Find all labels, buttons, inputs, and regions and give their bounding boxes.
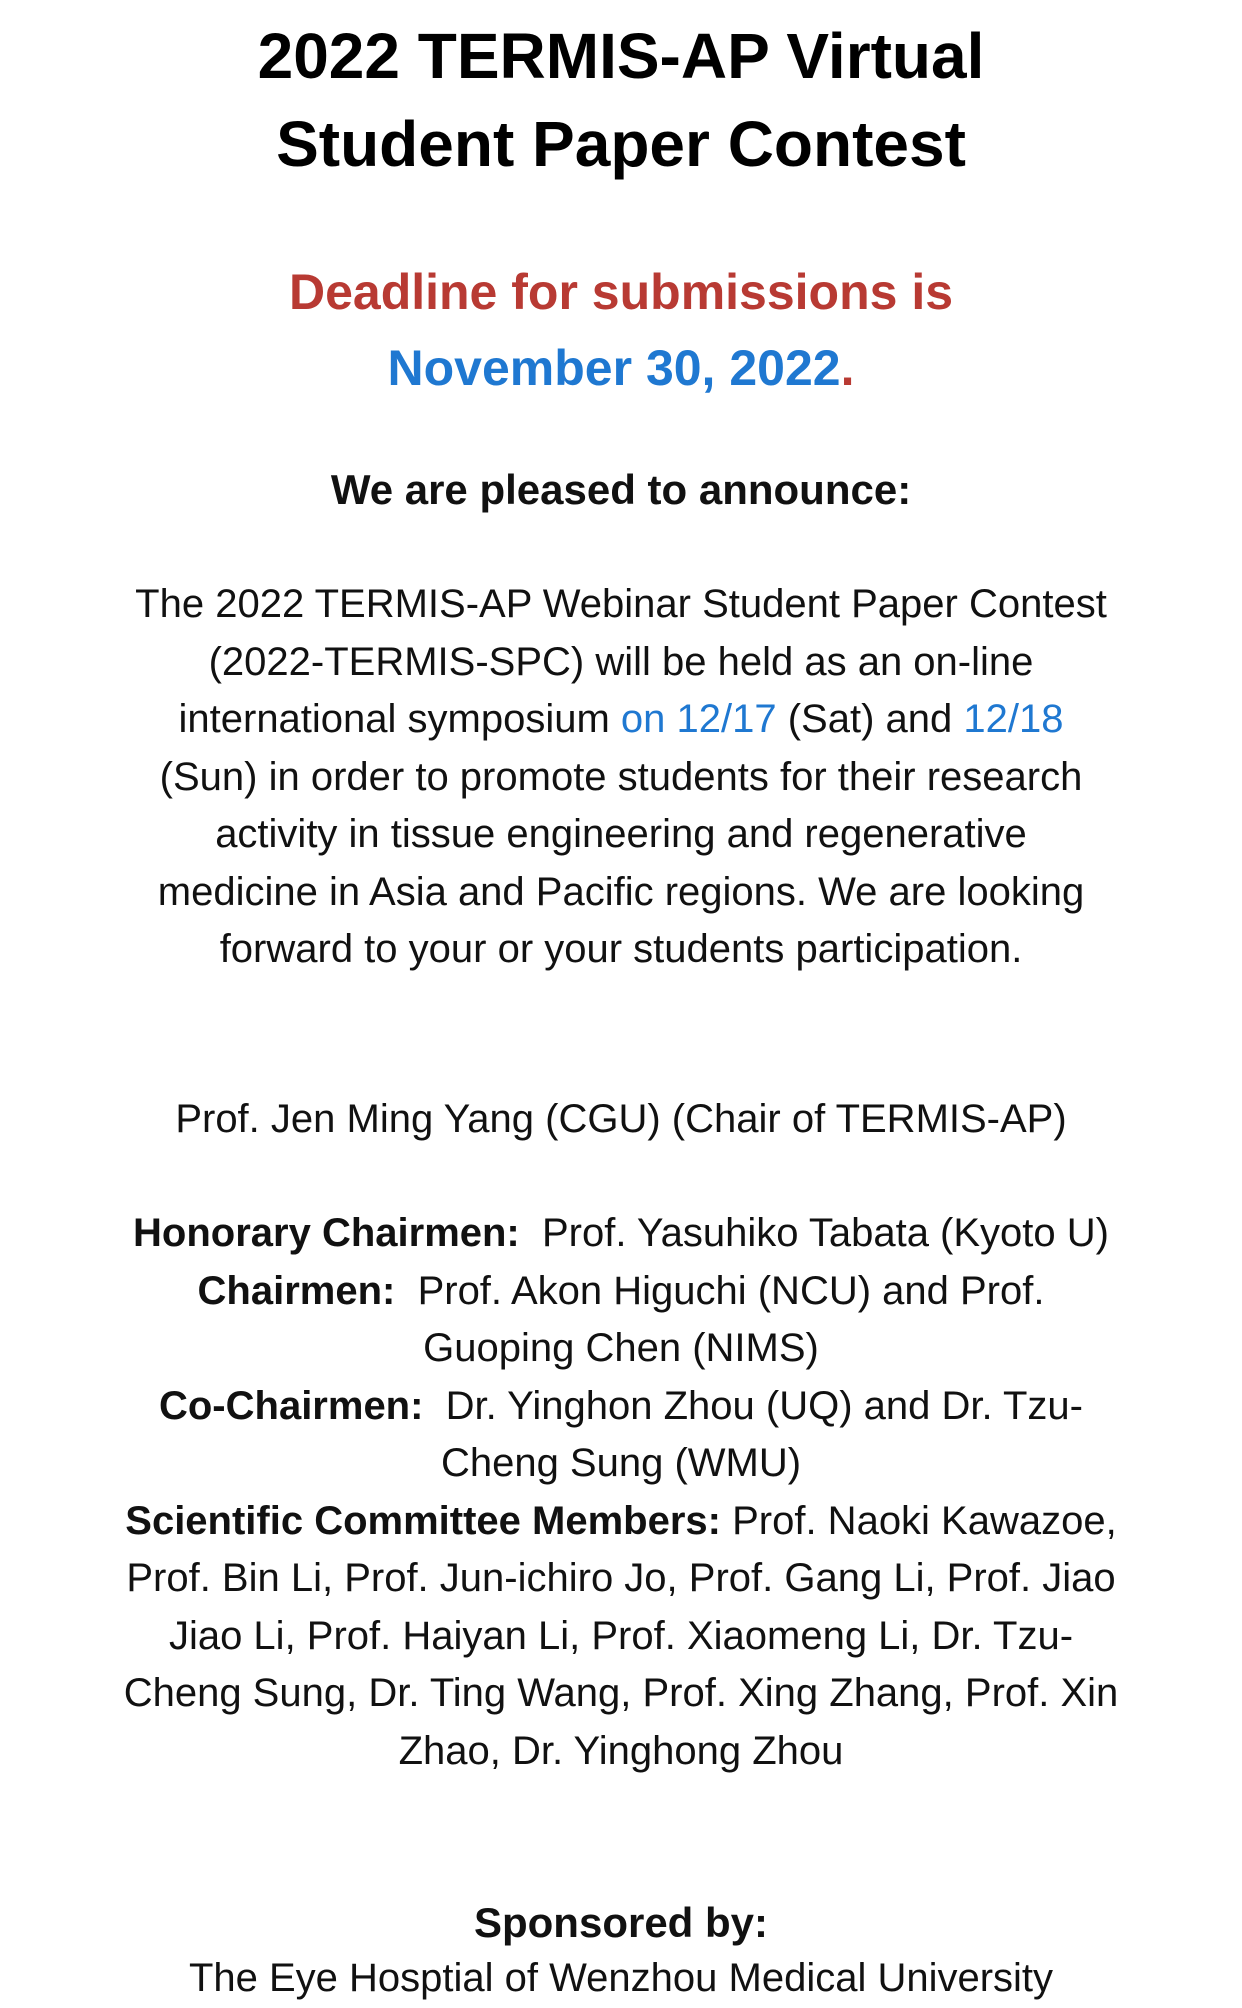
chairmen-label: Chairmen:	[197, 1268, 396, 1313]
chair-line: Prof. Jen Ming Yang (CGU) (Chair of TERMIS-AP)	[175, 1097, 1067, 1141]
para-text-3: (Sun) in order to promote students for their research activity in tissue engineering and regenerative medicine in Asia and Pacific regions. We are looking forward to your or your students participation.	[157, 754, 1085, 971]
cochairmen-value: Dr. Yinghon Zhou (UQ) and Dr. Tzu-Cheng Sung (WMU)	[440, 1383, 1083, 1485]
sponsor-name: The Eye Hosptial of Wenzhou Medical University	[188, 1956, 1054, 2000]
para-text-1: The 2022 TERMIS-AP Webinar Student Paper Contest (2022-TERMIS-SPC) will be held as an on-line international symposium	[135, 582, 1107, 741]
chairmen	[120, 1263, 1122, 1378]
sponsor-label: Sponsored by:	[473, 1899, 769, 1946]
co-chairmen	[120, 1378, 1122, 1493]
title-line-2: Student Paper Contest	[276, 108, 966, 180]
deadline-notice	[0, 254, 1242, 406]
deadline-date-line	[0, 330, 1242, 406]
page-title	[0, 12, 1242, 188]
honorary-label: Honorary Chairmen:	[133, 1211, 520, 1255]
announcement-paragraph	[130, 576, 1112, 979]
scientific-label: Scientific Committee Members:	[125, 1498, 721, 1543]
announce-heading: We are pleased to announce:	[330, 466, 912, 513]
event-date-2: 12/18	[963, 697, 1064, 741]
cochairmen-label: Co-Chairmen:	[158, 1383, 424, 1428]
honorary-value: Prof. Yasuhiko Tabata (Kyoto U)	[542, 1211, 1109, 1255]
para-text-2: (Sat) and	[776, 697, 964, 741]
scientific-committee	[120, 1493, 1122, 1781]
deadline-date: November 30, 2022	[387, 340, 841, 396]
title-line-1: 2022 TERMIS-AP Virtual	[257, 20, 985, 92]
deadline-prefix: Deadline for submissions is	[288, 264, 954, 320]
chairmen-value: Prof. Akon Higuchi (NCU) and Prof. Guoping Chen (NIMS)	[417, 1268, 1045, 1370]
event-date-1: on 12/17	[620, 697, 777, 741]
scientific-value: Prof. Naoki Kawazoe, Prof. Bin Li, Prof. Jun-ichiro Jo, Prof. Gang Li, Prof. Jiao Jiao Li, Prof. Haiyan Li, Prof. Xiaomeng Li, Dr. Tzu-Cheng Sung, Dr. Ting Wang, Prof. Xing Zhang, Prof. Xin Zhao, Dr. Yinghong Zhou	[123, 1498, 1119, 1773]
honorary-chairmen	[120, 1205, 1122, 1263]
deadline-period: .	[840, 340, 855, 396]
committee-list	[120, 1205, 1122, 1780]
